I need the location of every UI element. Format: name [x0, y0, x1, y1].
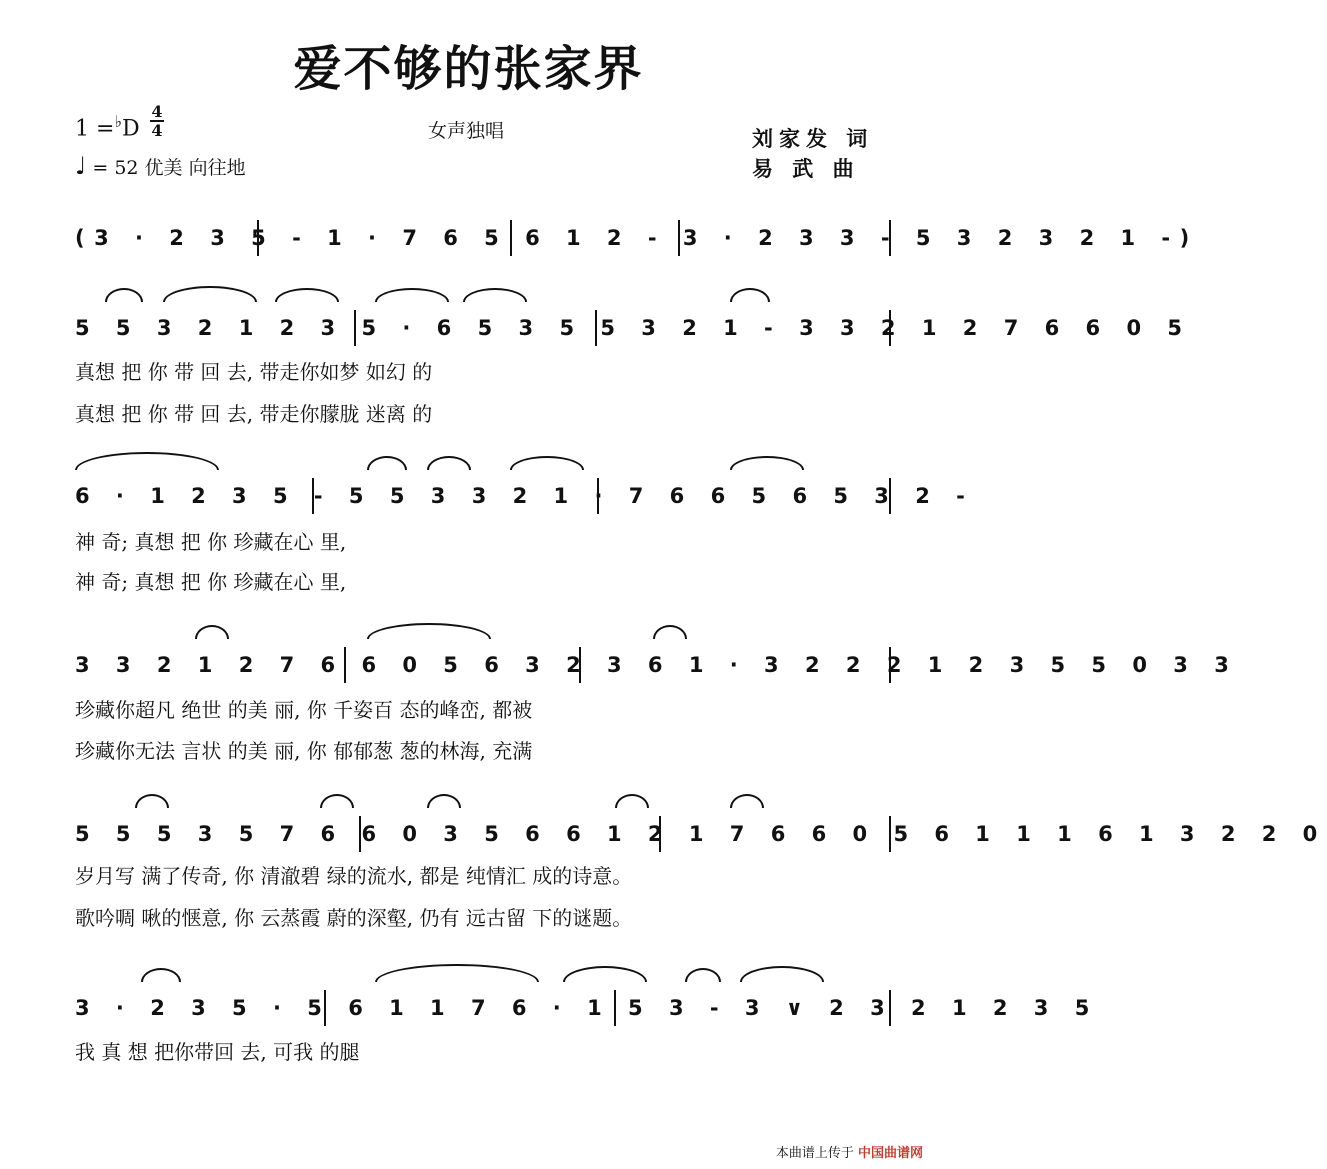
- lyric-verse-2: 珍藏你无法 言状 的美 丽, 你 郁郁葱 葱的林海, 充满: [75, 739, 533, 763]
- slur: [135, 794, 169, 808]
- lyric-verse-2: 神 奇; 真想 把 你 珍藏在心 里,: [75, 570, 347, 594]
- lyric-verse-2: 真想 把 你 带 回 去, 带走你朦胧 迷离 的: [75, 402, 433, 426]
- slur: [367, 456, 407, 470]
- quarter-note-icon: ♩: [75, 152, 87, 180]
- notation-line: [75, 222, 1199, 256]
- notation-text: 3 3 2 1 2 7 6 6 0 5 6 3 2 3 6 1 · 3 2 2 2 1 2 3 5 5 0 3 3: [75, 653, 1239, 677]
- lyric-verse-1: 珍藏你超凡 绝世 的美 丽, 你 千姿百 态的峰峦, 都被: [75, 698, 533, 722]
- lyric-verse-1: 神 奇; 真想 把 你 珍藏在心 里,: [75, 530, 347, 554]
- lyricist: 刘家发 词: [752, 126, 874, 151]
- slur: [375, 288, 449, 302]
- notation-line: [75, 312, 1192, 346]
- notation-line: [75, 480, 975, 514]
- notation-line: [75, 649, 1239, 683]
- slur: [163, 286, 257, 302]
- notation-line: [75, 818, 1327, 852]
- slur: [740, 966, 824, 982]
- footer-site[interactable]: 中国曲谱网: [857, 1146, 923, 1161]
- notation-text: 5 5 3 2 1 2 3 5 · 6 5 3 5 5 3 2 1 - 3 3 2 1 2 7 6 6 0 5: [75, 316, 1192, 340]
- slur: [463, 288, 527, 302]
- score-system-1: [75, 222, 1199, 256]
- slur: [427, 456, 471, 470]
- slur: [427, 794, 461, 808]
- score-system-5: [75, 818, 1327, 930]
- slur: [730, 456, 804, 470]
- slur: [730, 288, 770, 302]
- meter-bottom: 4: [151, 121, 163, 140]
- slur: [563, 966, 647, 982]
- lyric-verse-1: 我 真 想 把你带回 去, 可我 的腿: [75, 1040, 360, 1064]
- key-signature: [75, 112, 140, 141]
- key-prefix: 1 =: [75, 116, 115, 142]
- performance-type: 女声独唱: [428, 120, 505, 142]
- notation-text: (3 · 2 3 5 - 1 · 7 6 5 6 1 2 - 3 · 2 3 3 - 5 3 2 3 2 1 -): [75, 226, 1199, 250]
- tempo-text: = 52 优美 向往地: [92, 157, 246, 179]
- slur: [320, 794, 354, 808]
- song-title: 爱不够的张家界: [293, 41, 644, 97]
- footer-prefix: 本曲谱上传于: [775, 1146, 854, 1161]
- key-note: D: [121, 116, 140, 142]
- notation-line: [75, 992, 1099, 1026]
- meter-top: 4: [151, 102, 163, 121]
- lyric-verse-1: 岁月写 满了传奇, 你 清澈碧 绿的流水, 都是 纯情汇 成的诗意。: [75, 864, 633, 888]
- slur: [375, 964, 539, 982]
- score-system-3: [75, 480, 975, 594]
- tempo-marking: [75, 152, 246, 180]
- lyric-verse-2: 歌吟啁 啾的惬意, 你 云蒸霞 蔚的深壑, 仍有 远古留 下的谜题。: [75, 906, 633, 930]
- slur: [105, 288, 143, 302]
- time-signature: [150, 103, 164, 139]
- credits: [752, 124, 873, 184]
- composer: 易 武 曲: [752, 156, 860, 181]
- footer-credit: [776, 1142, 923, 1161]
- slur: [510, 456, 584, 470]
- slur: [615, 794, 649, 808]
- score-system-2: [75, 312, 1192, 426]
- slur: [730, 794, 764, 808]
- slur: [195, 625, 229, 639]
- notation-text: 6 · 1 2 3 5 - 5 5 3 3 2 1 · 7 6 6 5 6 5 3 2 -: [75, 484, 975, 508]
- slur: [367, 623, 491, 639]
- slur: [685, 968, 721, 982]
- score-system-6: [75, 992, 1099, 1064]
- slur: [75, 452, 219, 470]
- lyric-verse-1: 真想 把 你 带 回 去, 带走你如梦 如幻 的: [75, 360, 433, 384]
- notation-text: 3 · 2 3 5 · 5 6 1 1 7 6 · 1 5 3 - 3 ∨ 2 3 2 1 2 3 5: [75, 996, 1099, 1020]
- slur: [275, 288, 339, 302]
- slur: [653, 625, 687, 639]
- slur: [141, 968, 181, 982]
- score-system-4: [75, 649, 1239, 763]
- notation-text: 5 5 5 3 5 7 6 6 0 3 5 6 6 1 2 1 7 6 6 0 5 6 1 1 1 6 1 3 2 2 0: [75, 822, 1327, 846]
- flat-icon: ♭: [114, 112, 122, 131]
